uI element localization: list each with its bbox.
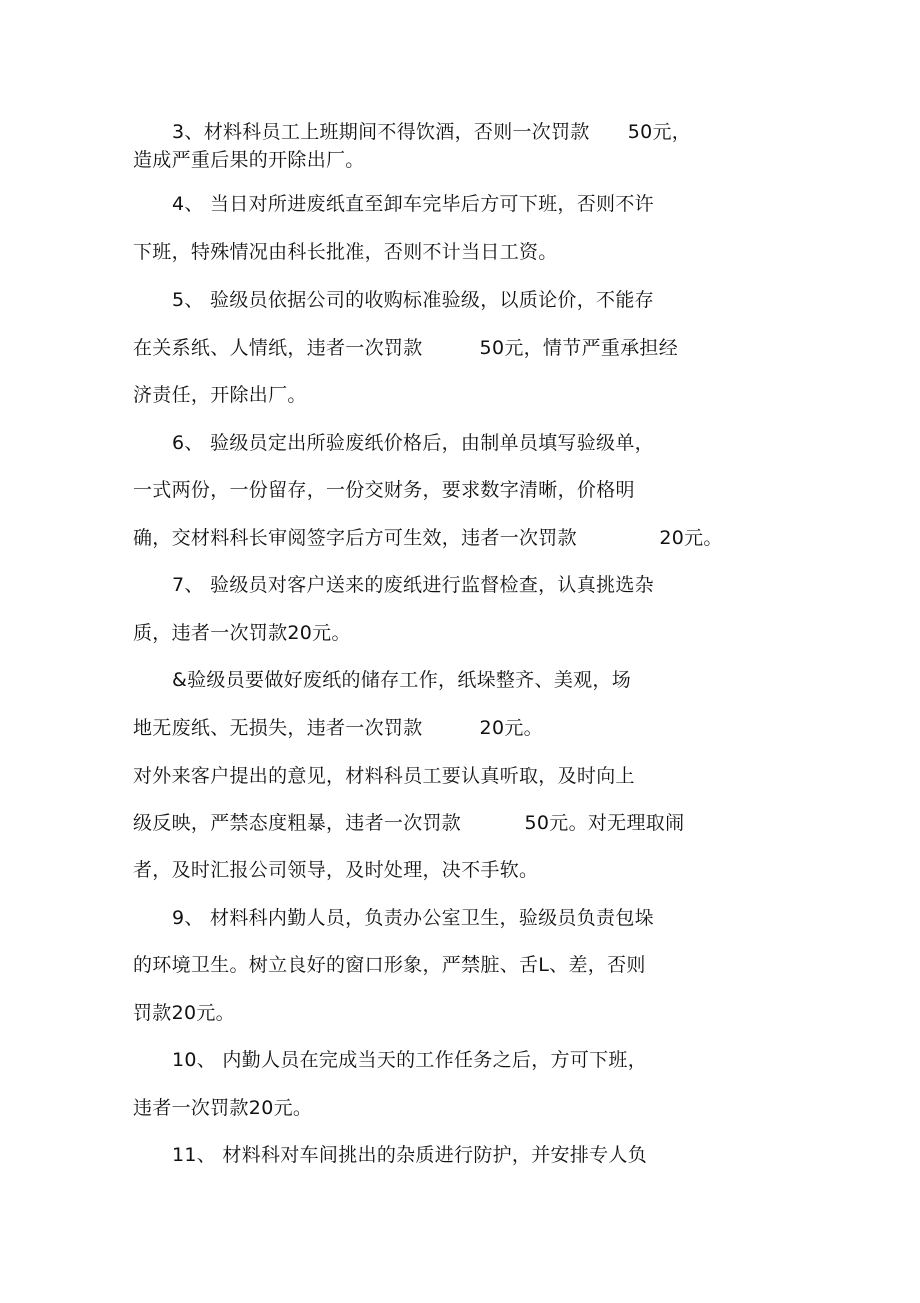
text-line: 3、材料科员工上班期间不得饮酒，否则一次罚款 50元，: [172, 121, 692, 143]
text-line: 违者一次罚款20元。: [133, 1097, 313, 1119]
text-line: 者，及时汇报公司领导，及时处理，决不手软。: [133, 859, 539, 881]
text-line: 济责任，开除出厂。: [133, 384, 307, 406]
text-line: 5、 验级员依据公司的收购标准验级，以质论价，不能存: [172, 289, 654, 311]
text-line: 罚款20元。: [133, 1002, 235, 1024]
text-line: &验级员要做好废纸的储存工作，纸垛整齐、美观，场: [172, 669, 632, 691]
text-line: 下班，特殊情况由科长批准，否则不计当日工资。: [133, 241, 558, 263]
text-line: 4、 当日对所进废纸直至卸车完毕后方可下班，否则不许: [172, 193, 654, 215]
text-line: 确，交材料科长审阅签字后方可生效，违者一次罚款 20元。: [133, 527, 723, 549]
text-line: 11、 材料科对车间挑出的杂质进行防护，并安排专人负: [172, 1144, 648, 1166]
text-line: 地无废纸、无损失，违者一次罚款 20元。: [133, 717, 543, 739]
text-line: 级反映，严禁态度粗暴，违者一次罚款 50元。对无理取闹: [133, 812, 685, 834]
text-line: 7、 验级员对客户送来的废纸进行监督检查，认真挑选杂: [172, 574, 654, 596]
text-line: 一式两份，一份留存，一份交财务，要求数字清晰，价格明: [133, 479, 635, 501]
text-line: 9、 材料科内勤人员，负责办公室卫生，验级员负责包垛: [172, 907, 654, 929]
text-line: 质，违者一次罚款20元。: [133, 622, 351, 644]
text-line: 对外来客户提出的意见，材料科员工要认真听取，及时向上: [133, 765, 635, 787]
text-line: 10、 内勤人员在完成当天的工作任务之后，方可下班，: [172, 1049, 648, 1071]
text-line: 造成严重后果的开除出厂。: [133, 149, 365, 171]
text-line: 在关系纸、人情纸，违者一次罚款 50元，情节严重承担经: [133, 337, 679, 359]
text-line: 6、 验级员定出所验废纸价格后，由制单员填写验级单，: [172, 432, 654, 454]
text-line: 的环境卫生。树立良好的窗口形象，严禁脏、舌L、差，否则: [133, 954, 646, 976]
